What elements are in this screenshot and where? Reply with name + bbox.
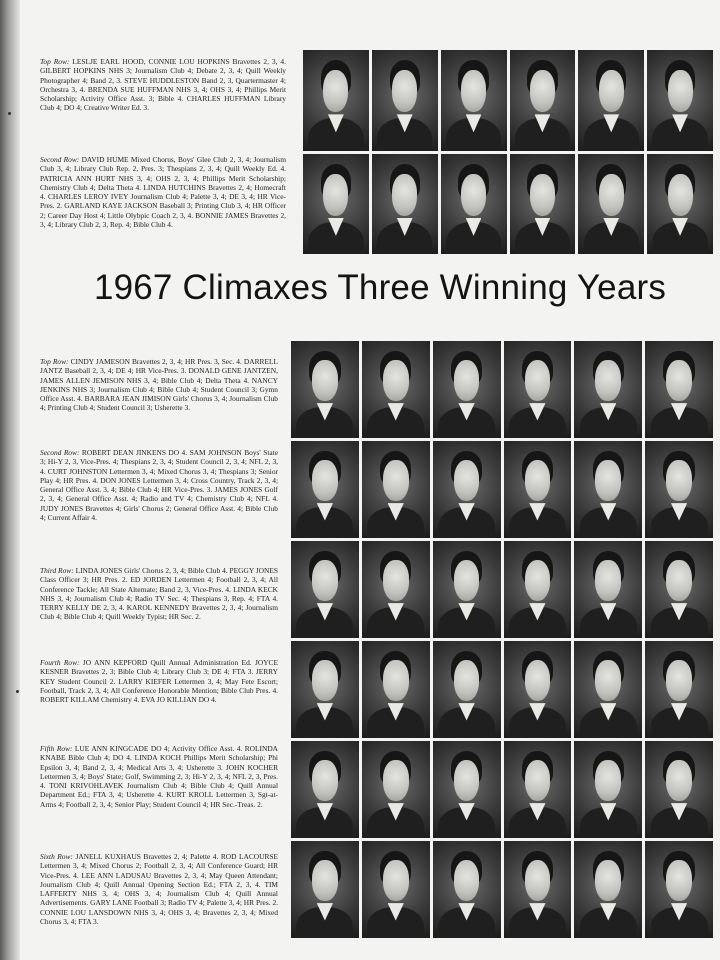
portrait-photo xyxy=(574,541,642,638)
portrait-photo xyxy=(645,741,713,838)
portrait-photo xyxy=(645,541,713,638)
caption-label: Top Row: xyxy=(40,57,70,66)
scan-speck xyxy=(16,690,19,693)
portrait-photo xyxy=(303,154,369,255)
caption-text: ROBERT DEAN JINKENS DO 4. SAM JOHNSON Boys' State 3; Hi-Y 2, 3, Vice-Pres. 4; Thespians 2, 3, 4; Student Council 2, 3, 4; NFL 2, 3, 4. CURT JOHNSTON Lettermen 3, 4; Mixed Chorus 3, 4; Thespians 3; Senior Play 4; HR Pres. 4. DON JONES Lettermen 3, 4; Cross Country, Track 2, 3, 4; General Office Asst. 3, 4; Bible Club 4; HR Vice-Pres. 3. JAMES JONES Golf 2, 3, 4; General Office Asst. 4; Radio and TV 4; Chemistry Club 4; NFL 4. JUDY JONES Bravettes 4; Girls' Chorus 2; General Office Asst. 4; Bible Club 4; Current Affair 4. xyxy=(40,448,278,523)
portrait-photo xyxy=(433,541,501,638)
portrait-grid-lower xyxy=(291,341,713,938)
portrait-photo xyxy=(504,641,572,738)
page-heading: 1967 Climaxes Three Winning Years xyxy=(93,268,667,307)
portrait-photo xyxy=(645,341,713,438)
portrait-photo xyxy=(362,541,430,638)
portrait-photo xyxy=(362,341,430,438)
portrait-photo xyxy=(362,441,430,538)
caption-label: Fourth Row: xyxy=(40,658,80,667)
caption-text: DAVID HUME Mixed Chorus, Boys' Glee Club 2, 3, 4; Journalism Club 3, 4; Library Club Rep. 2, Pres. 3; Thespians 2, 3, 4; Quill Weekly Ed. 4. PATRICIA ANN HURT NHS 3, 4; OHS 2, 3, 4; Phillips Merit Scholarship; Chemistry Club 4; Delta Theta 4. LINDA HUTCHINS Bravettes 2, 4; Homecraft 4. CHARLES LEROY IVEY Journalism Club 4; Palette 3, 4; DE 3, 4; HR Vice-Pres. 2. GARLAND KAYE JACKSON Baseball 3; Printing Club 3, 4; HR Officer 2; Career Day Host 4; Little Olybpic Coach 2, 3, 4. BONNIE JAMES Bravettes 2, 3, 4; Library Club 2, 3, Rep. 4; Bible Club 4. xyxy=(40,155,286,230)
caption-label: Fifth Row: xyxy=(40,744,73,753)
caption-text: LESLJE EARL HOOD, CONNIE LOU HOPKINS Bravettes 2, 3, 4. GILBERT HOPKINS NHS 3; Journalism Club 4; Debate 2, 3, 4; Quill Weekly Photographer 4; Band 2, 3. STEVE HUDDLESTON Band 2, 3, Quartermaster 4; Orchestra 3, 4. BRENDA SUE HUFFMAN NHS 3, 4; OHS 3, 4; Phillips Merit Scholarship; Activity Office Asst. 3; Bible 4. CHARLES HUFFMAN Library Club 4; DO 4; Creative Writer Ed. 3. xyxy=(40,57,286,113)
portrait-photo xyxy=(372,50,438,151)
caption-upper-top-row xyxy=(40,57,286,113)
portrait-photo xyxy=(291,341,359,438)
portrait-photo xyxy=(433,341,501,438)
portrait-photo xyxy=(291,641,359,738)
caption-label: Sixth Row: xyxy=(40,852,73,861)
portrait-photo xyxy=(574,441,642,538)
portrait-photo xyxy=(645,641,713,738)
portrait-photo xyxy=(433,741,501,838)
caption-label: Second Row: xyxy=(40,155,80,164)
portrait-photo xyxy=(574,741,642,838)
portrait-photo xyxy=(647,154,713,255)
portrait-photo xyxy=(504,741,572,838)
caption-label: Second Row: xyxy=(40,448,80,457)
portrait-photo xyxy=(504,441,572,538)
portrait-photo xyxy=(441,50,507,151)
portrait-photo xyxy=(291,841,359,938)
portrait-photo xyxy=(433,841,501,938)
caption-text: LINDA JONES Girls' Chorus 2, 3, 4; Bible Club 4. PEGGY JONES Class Officer 3; HR Pres. 2. ED JORDEN Lettermen 4; Football 2, 3, 4; All Conference Tackle; All State Alternate; Band 2, 3, Vice-Pres. 4. LINDA KECK NHS 3, 4; Journalism Club 4; Radio TV Sec. 4; Thespians 3, Rep. 4; FTA 4. TERRY KELLY DE 2, 3, 4. KAROL KENNEDY Bravettes 2, 3, 4; Journalism Club 4; Bible Club 4; Quill Weekly Typist; HR Sec. 2. xyxy=(40,566,278,622)
portrait-photo xyxy=(433,641,501,738)
portrait-photo xyxy=(291,441,359,538)
portrait-photo xyxy=(647,50,713,151)
portrait-photo xyxy=(433,441,501,538)
portrait-photo xyxy=(362,641,430,738)
portrait-photo xyxy=(578,50,644,151)
portrait-photo xyxy=(441,154,507,255)
portrait-photo xyxy=(510,50,576,151)
caption-lower-top-row xyxy=(40,357,278,413)
portrait-photo xyxy=(362,841,430,938)
portrait-photo xyxy=(645,441,713,538)
scan-speck xyxy=(8,112,11,115)
portrait-photo xyxy=(504,341,572,438)
caption-text: CINDY JAMESON Bravettes 2, 3, 4; HR Pres. 3, Sec. 4. DARRELL JANTZ Baseball 2, 3, 4; DE 4; HR Vice-Pres. 3. DONALD GENE JANTZEN, JAMES ALLEN JEMISON NHS 3, 4; Bible Club 4; Delta Theta 4. NANCY JENKINS NHS 3; Journalism Club 4; Bible Club 4; Student Council 3; Gymn Office Asst. 4. BARBARA JEAN JIMISON Girls' Chorus 3, 4; Journalism Club 4; Printing Club 4; Student Council 3; Usherette 3. xyxy=(40,357,278,413)
portrait-photo xyxy=(578,154,644,255)
caption-lower-second-row xyxy=(40,448,278,522)
caption-lower-sixth-row xyxy=(40,852,278,926)
portrait-photo xyxy=(362,741,430,838)
portrait-photo xyxy=(303,50,369,151)
portrait-photo xyxy=(574,341,642,438)
portrait-photo xyxy=(574,841,642,938)
portrait-grid-upper xyxy=(303,50,713,254)
caption-text: LUE ANN KINGCADE DO 4; Activity Office Asst. 4. ROLINDA KNABE Bible Club 4; DO 4. LINDA KOCH Phillips Merit Scholarship; Phi Epsilon 3, 4; Band 2, 3, 4; Medical Arts 3, 4; Usherette 3. JOHN KOCHER Lettermen 3, 4; Boys' State; Golf, Swimming 2, 3; Hi-Y 2, 3, 4; NFL 2, 3, Pres. 4. TONI KRIVOHLAVEK Journalism Club 4; Bible Club 4; Quill Annual Department Ed.; FTA 3, 4; Usherette 4. KURT KROLL Lettermen 3, Sgt-at-Arms 4; Football 2, 3, 4; Senior Play; Student Council 4; HR Sec.-Treas. 2. xyxy=(40,744,278,809)
caption-text: JANELL KUXHAUS Bravettes 2, 4; Palette 4. ROD LACOURSE Lettermen 3, 4; Mixed Chorus 2; Football 2, 3, 4; All Conference Guard; HR Vice-Pres. 4. LEE ANN LADUSAU Bravettes 2, 3, 4; May Queen Attendant; Journalism Club 4; Quill Annual Opening Section Ed.; FTA 2, 3, 4. TIM LAFFERTY NHS 3, 4; OHS 3, 4; Journalism Club 4; Quill Annual Advertisements. GARY LANE Football 3; Radio TV 4; Palette 3, 4; HR Pres. 2. CONNIE LOU LANSDOWN NHS 3, 4; OHS 3, 4; Bravettes 2, 3, 4; Mixed Chorus 3, 4; FTA 3. xyxy=(40,852,278,927)
page-binding-shadow xyxy=(0,0,20,960)
caption-lower-third-row xyxy=(40,566,278,622)
portrait-photo xyxy=(574,641,642,738)
portrait-photo xyxy=(645,841,713,938)
caption-upper-second-row xyxy=(40,155,286,229)
portrait-photo xyxy=(510,154,576,255)
caption-text: JO ANN KEPFORD Quill Annual Administration Ed. JOYCE KESNER Bravettes 2, 3; Bible Club 4; Library Club 3; DE 4; FTA 3. JERRY KEY Student Council 2. LARRY KIEFER Lettermen 3, 4; May Fete Escort; Football, Track 2, 3, 4; All Conference Honorable Mention; Bible Club Pres. 4. ROBERT KILLAM Chemistry 4. EVA JO KILLIAN DO 4. xyxy=(40,658,278,705)
caption-lower-fourth-row xyxy=(40,658,278,704)
caption-label: Third Row: xyxy=(40,566,74,575)
caption-label: Top Row: xyxy=(40,357,69,366)
portrait-photo xyxy=(504,541,572,638)
portrait-photo xyxy=(291,741,359,838)
portrait-photo xyxy=(504,841,572,938)
portrait-photo xyxy=(291,541,359,638)
portrait-photo xyxy=(372,154,438,255)
caption-lower-fifth-row xyxy=(40,744,278,809)
